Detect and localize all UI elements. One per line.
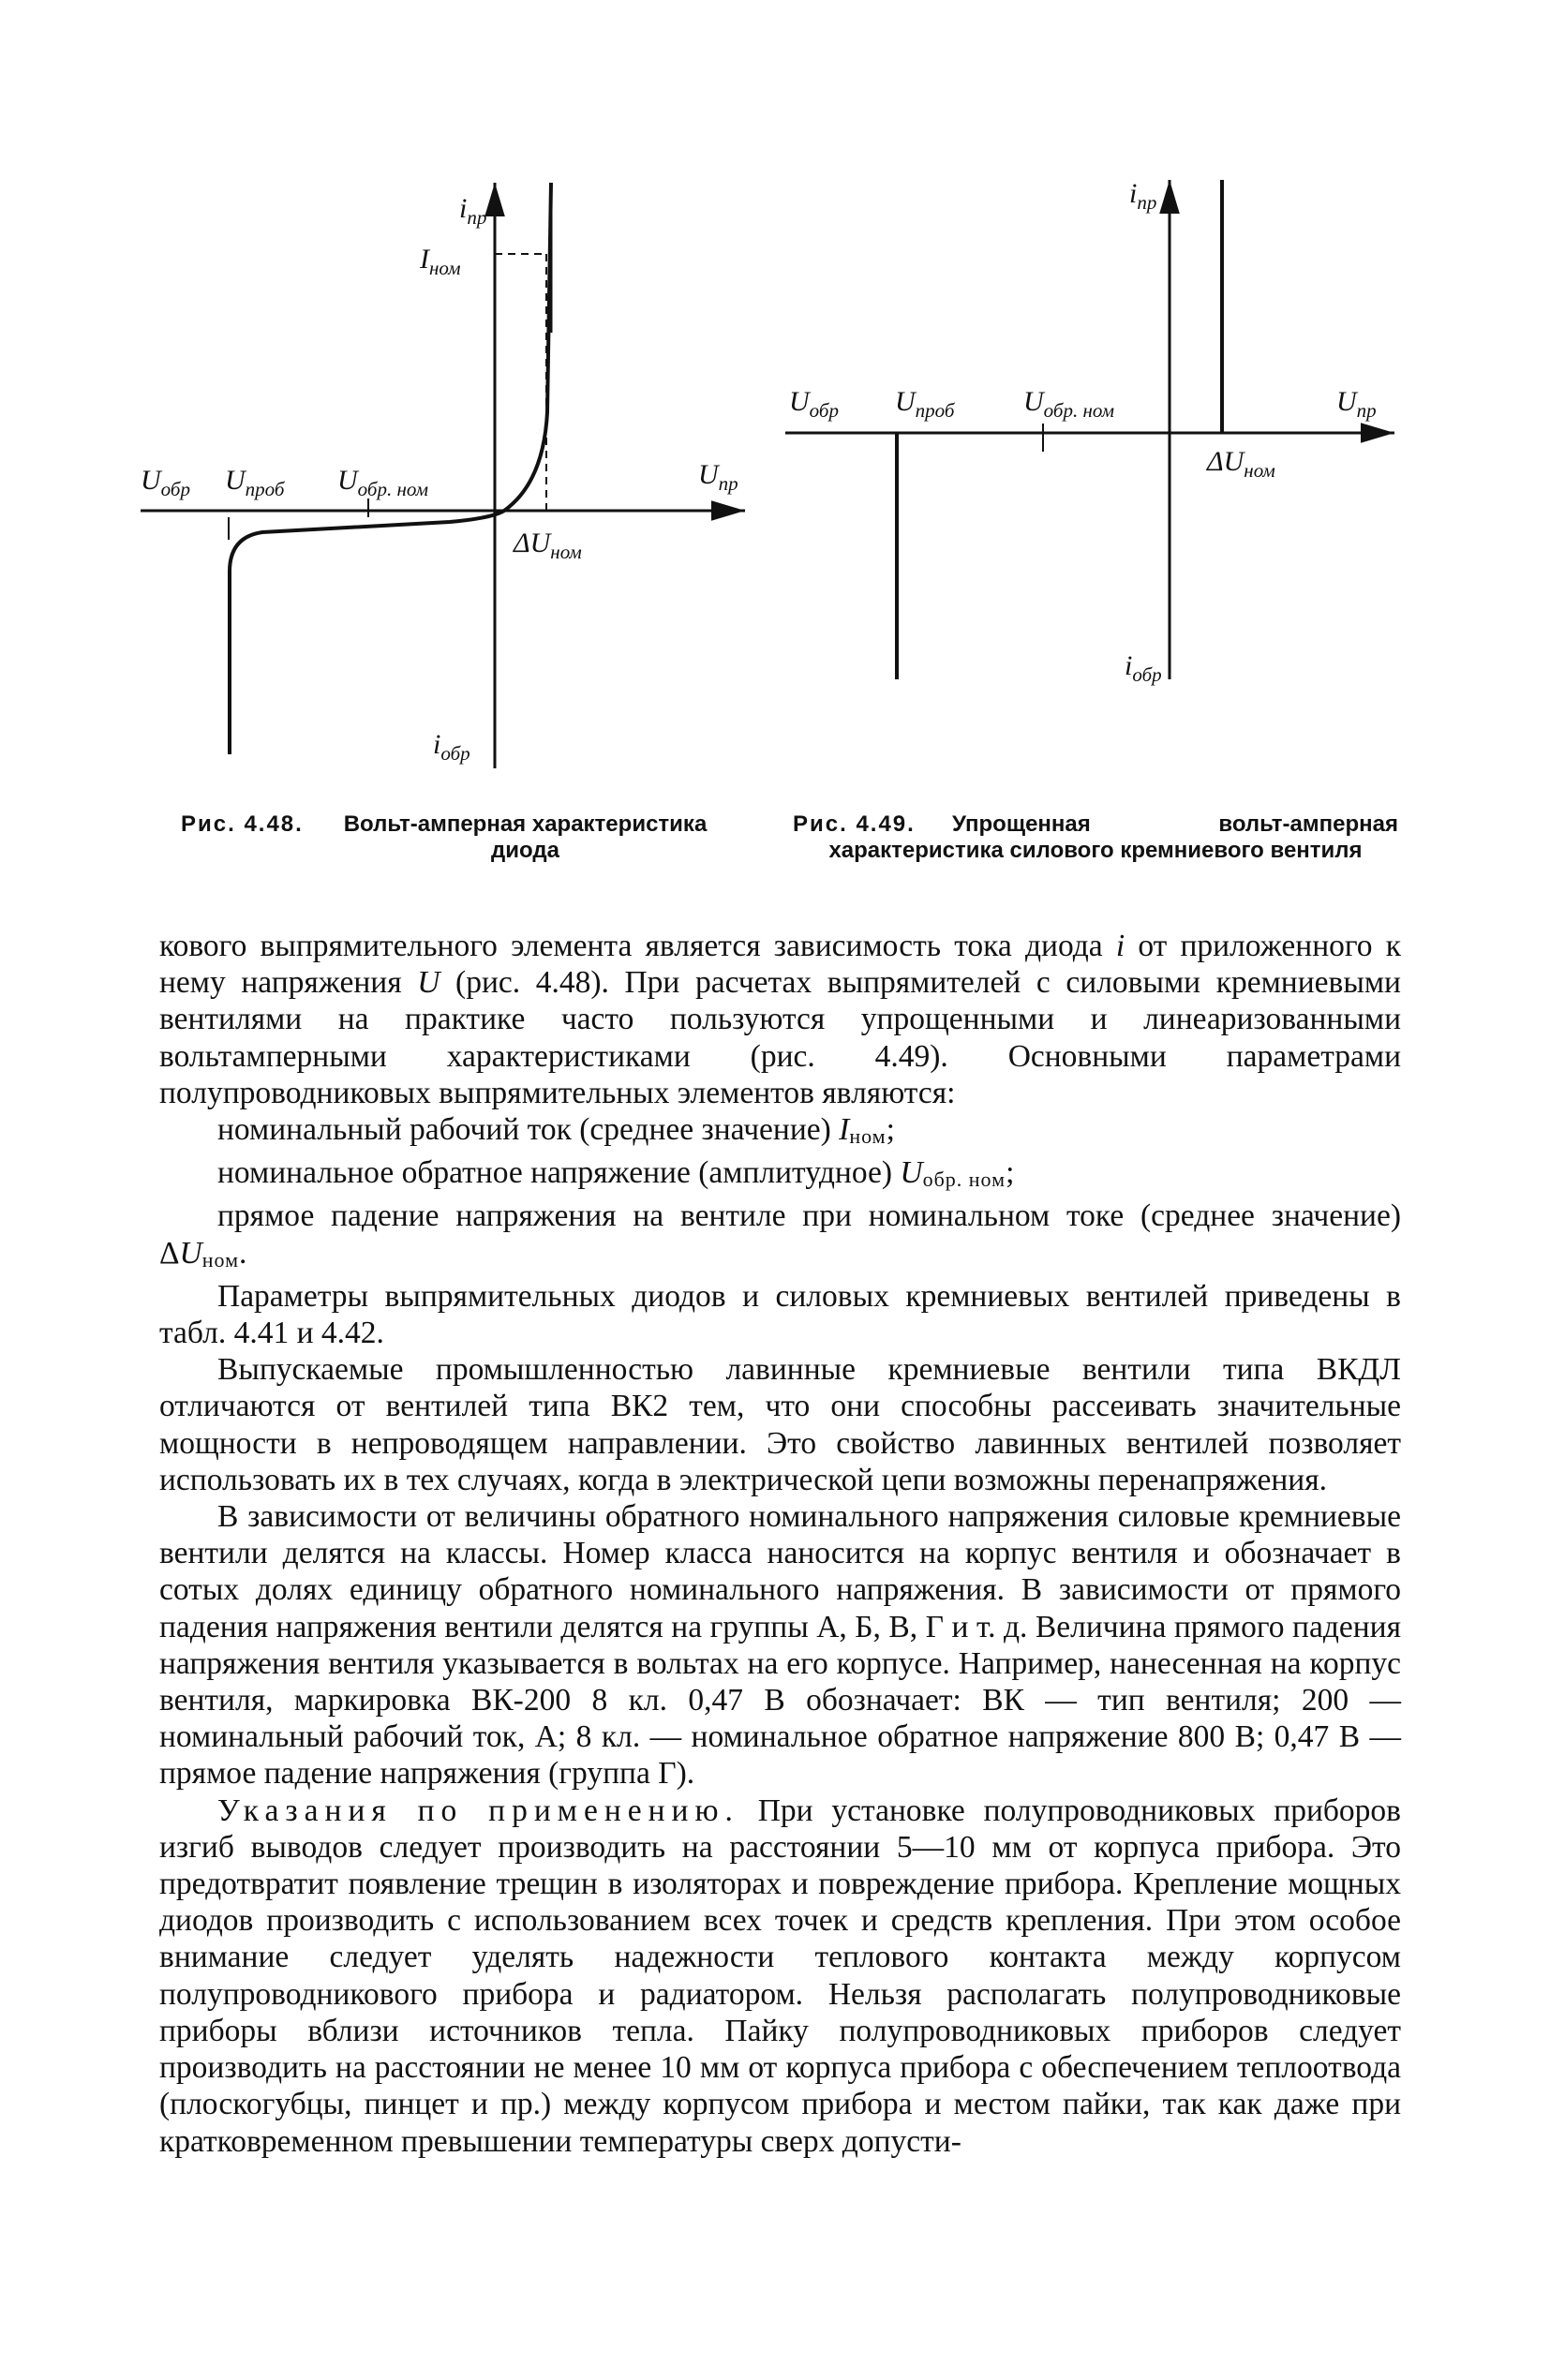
figure-4-48 (0, 0, 778, 806)
paragraph: Параметры выпрямительных диодов и силовых кремниевых вентилей приведены в табл. 4.41 и 4.42. (159, 1278, 1401, 1351)
caption-text: Вольт-амперная характеристика диода (343, 811, 708, 863)
label-u-prob: $U_{проб}$ (895, 386, 955, 422)
label-i-obr: $i_{обр}$ (1125, 650, 1162, 686)
figure-4-49 (778, 0, 1550, 806)
label-u-prob: $U_{проб}$ (225, 465, 285, 500)
label-delta-u-nom: $\Delta U_{ном}$ (514, 528, 582, 563)
figure-4-49-graph (778, 0, 1550, 806)
list-item-i-nom: номинальный рабочий ток (среднее значение) $I_{ном}$; (217, 1112, 895, 1149)
caption-fig-4-49 (793, 811, 1398, 863)
label-u-obr: $U_{обр}$ (141, 465, 190, 500)
paragraph: кового выпрямительного элемента является зависимость тока диода i от приложенного к нему напряжения U (рис. 4.48). При расчетах выпрямителей с силовыми кремниевыми вентилями на практике часто пользуются упрощенными и линеаризованными вольтамперными характеристиками (рис. 4.49). Основными параметрами полупроводниковых выпрямительных элементов являются: (159, 929, 1402, 1110)
body-text (159, 928, 1401, 2160)
caption-fig-4-48 (181, 811, 743, 863)
figure-4-48-graph (0, 0, 778, 806)
label-delta-u-nom: $\Delta U_{ном}$ (1207, 446, 1275, 482)
caption-text: Упрощенная вольт-амперная характеристика силового кремниевого вентиля (828, 811, 1398, 863)
label-u-obr-nom: $U_{обр. ном}$ (337, 465, 428, 500)
paragraph: В зависимости от величины обратного номинального напряжения силовые кремниевые вентили делятся на классы. Номер класса наносится на корпус вентиля и обозначает в сотых долях единицу обратного номинального напряжения. В зависимости от прямого падения напряжения вентили делятся на группы А, Б, В, Г и т. д. Величина прямого падения напряжения вентиля указывается в вольтах на его корпусе. Например, нанесенная на корпус вентиля, маркировка ВК-200 8 кл. 0,47 В обозначает: ВК — тип вентиля; 200 — номинальный рабочий ток, А; 8 кл. — номинальное обратное напряжение 800 В; 0,47 В — прямое падение напряжения (группа Г). (159, 1499, 1401, 1792)
label-i-obr: $i_{обр}$ (433, 729, 470, 765)
label-i-nom: $I_{ном}$ (420, 244, 461, 279)
label-u-pr: $U_{пр}$ (698, 459, 738, 495)
label-i-pr: $i_{пр}$ (459, 193, 487, 229)
label-u-obr: $U_{обр}$ (789, 386, 839, 422)
label-u-pr: $U_{пр}$ (1336, 386, 1377, 422)
label-u-obr-nom: $U_{обр. ном}$ (1023, 386, 1114, 422)
list-item-delta-u-nom: прямое падение напряжения на вентиле при номинальном токе (среднее значение) $\Delta U_{ном}$. (159, 1198, 1401, 1272)
paragraph: Указания по применению. При установке полупроводниковых приборов изгиб выводов следует производить на расстоянии 5—10 мм от корпуса прибора. Это предотвратит появление трещин в изоляторах и повреждение прибора. Крепление мощных диодов производить с использованием всех точек и средств крепления. При этом особое внимание следует уделять надежности теплового контакта между корпусом полупроводникового прибора и радиатором. Нельзя располагать полупроводниковые приборы вблизи источников тепла. Пайку полупроводниковых приборов следует производить на расстоянии не менее 10 мм от корпуса прибора с обеспечением теплоотвода (плоскогубцы, пинцет и пр.) между корпусом прибора и местом пайки, так как даже при кратковременном превышении температуры сверх допусти- (159, 1792, 1401, 2159)
caption-number: Рис. 4.49. (793, 811, 916, 837)
label-i-pr: $i_{пр}$ (1129, 178, 1157, 214)
caption-number: Рис. 4.48. (181, 811, 304, 837)
paragraph: Выпускаемые промышленностью лавинные кремниевые вентили типа ВКДЛ отличаются от вентилей типа ВК2 тем, что они способны рассеивать значительные мощности в непроводящем направлении. Это свойство лавинных вентилей позволяет использовать их в тех случаях, когда в электрической цепи возможны перенапряжения. (159, 1352, 1401, 1497)
list-item-u-obr-nom: номинальное обратное напряжение (амплитудное) $U_{обр. ном}$; (217, 1155, 1015, 1192)
